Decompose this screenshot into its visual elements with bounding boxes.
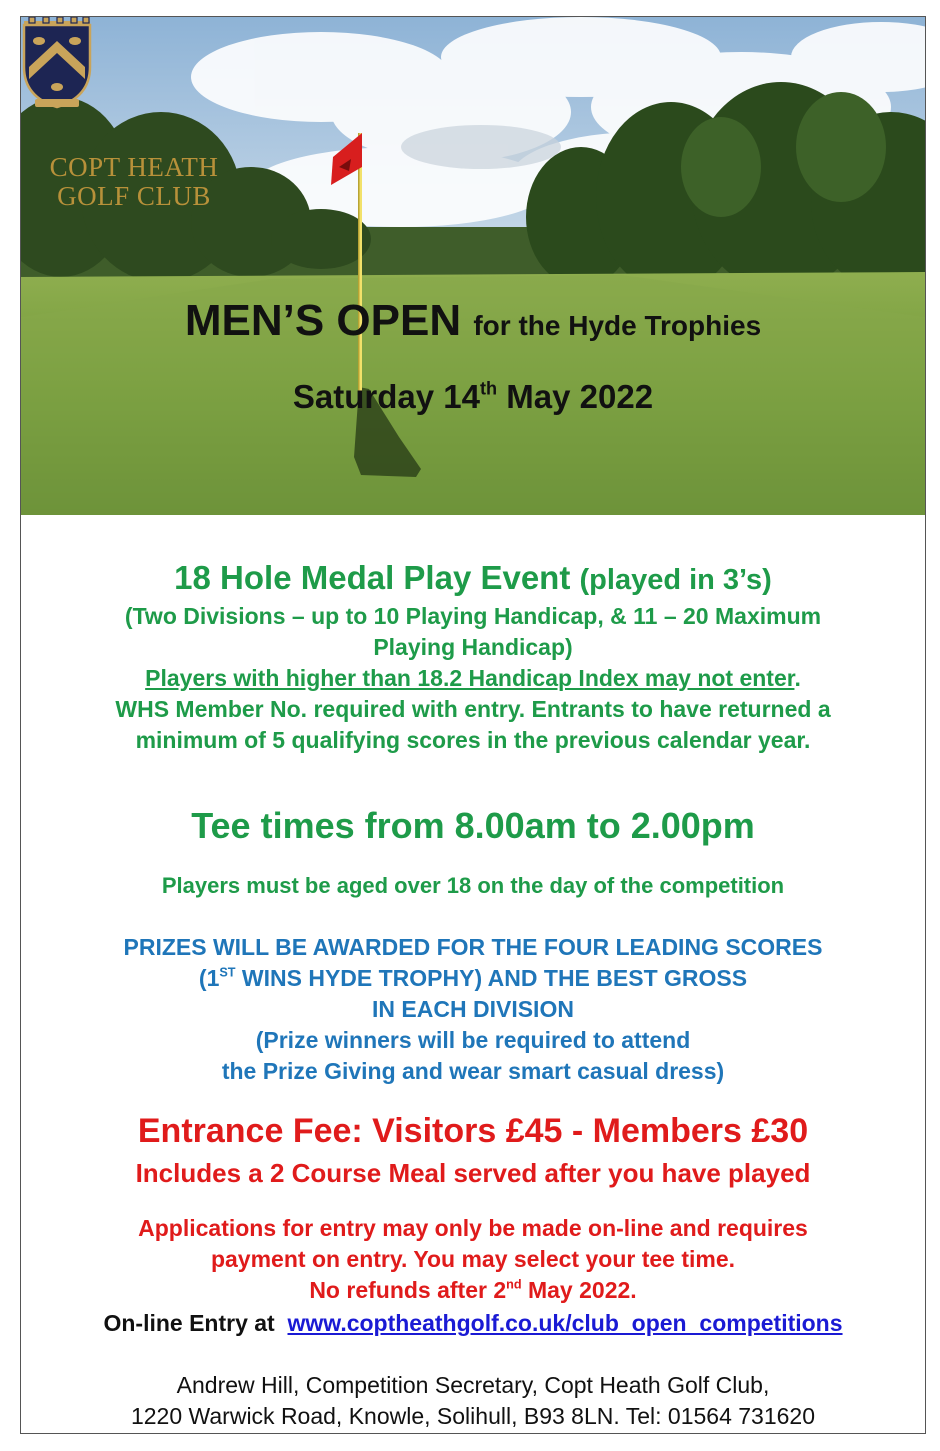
age-rule: Players must be aged over 18 on the day of the competition bbox=[161, 873, 785, 898]
divisions-line-2: Playing Handicap) bbox=[373, 634, 573, 660]
whs-line-1: WHS Member No. required with entry. Entrants to have returned a bbox=[115, 696, 831, 722]
applications-text bbox=[21, 1213, 925, 1306]
event-format-sub: (played in 3’s) bbox=[579, 564, 772, 596]
prizes-line-2-post: WINS HYDE TROPHY) AND THE BEST GROSS bbox=[235, 965, 748, 991]
prizes-line-3: IN EACH DIVISION bbox=[372, 996, 574, 1022]
meal-info: Includes a 2 Course Meal served after you have played bbox=[135, 1158, 811, 1188]
handicap-restriction-text: Players with higher than 18.2 Handicap Index may not enter bbox=[145, 665, 795, 691]
applications-line-1: Applications for entry may only be made on-line and requires bbox=[138, 1215, 808, 1241]
online-entry bbox=[21, 1308, 925, 1339]
handicap-restriction-end: . bbox=[794, 665, 801, 691]
club-crest-icon bbox=[21, 17, 93, 109]
entrance-fee: Entrance Fee: Visitors £45 - Members £30 bbox=[137, 1112, 809, 1150]
event-date-day: Saturday 14 bbox=[292, 378, 480, 415]
prizes-line-1: PRIZES WILL BE AWARDED FOR THE FOUR LEADING SCORES bbox=[123, 934, 823, 960]
tee-times: Tee times from 8.00am to 2.00pm bbox=[191, 805, 755, 846]
online-entry-link[interactable]: www.coptheathgolf.co.uk/club_open_competitions bbox=[287, 1310, 843, 1336]
event-format-main: 18 Hole Medal Play Event bbox=[174, 559, 571, 596]
prizes-line-2-sup: ST bbox=[219, 965, 236, 980]
club-name-line2: GOLF CLUB bbox=[57, 181, 211, 211]
club-name bbox=[39, 153, 229, 211]
refund-policy-pre: No refunds after 2 bbox=[309, 1277, 507, 1303]
contact-line-1: Andrew Hill, Competition Secretary, Copt Heath Golf Club, bbox=[176, 1372, 770, 1398]
event-date bbox=[21, 375, 925, 419]
divisions-line-1: (Two Divisions – up to 10 Playing Handicap, & 11 – 20 Maximum bbox=[124, 603, 822, 629]
whs-line-2: minimum of 5 qualifying scores in the previous calendar year. bbox=[135, 727, 811, 753]
poster bbox=[20, 16, 926, 1434]
refund-policy-sup: nd bbox=[506, 1277, 522, 1292]
event-date-month-year: May 2022 bbox=[497, 378, 654, 415]
prizes-line-4: (Prize winners will be required to attend bbox=[255, 1027, 691, 1053]
prizes-line-5: the Prize Giving and wear smart casual dress) bbox=[221, 1058, 725, 1084]
event-title-main: MEN’S OPEN bbox=[184, 296, 462, 345]
applications-line-2: payment on entry. You may select your tee time. bbox=[210, 1246, 736, 1272]
golf-course-photo bbox=[21, 17, 925, 515]
contact-info bbox=[21, 1370, 925, 1432]
event-title bbox=[21, 295, 925, 352]
prizes-text bbox=[21, 932, 925, 1087]
prizes-line-2-pre: (1 bbox=[198, 965, 220, 991]
event-format-heading bbox=[21, 559, 925, 599]
event-title-sub: for the Hyde Trophies bbox=[473, 310, 762, 341]
event-date-ordinal: th bbox=[480, 378, 498, 399]
club-name-line1: COPT HEATH bbox=[49, 152, 219, 182]
prizes-line-2 bbox=[21, 963, 925, 994]
online-entry-label: On-line Entry at bbox=[103, 1310, 275, 1336]
refund-policy-post: May 2022. bbox=[521, 1277, 637, 1303]
refund-policy bbox=[21, 1275, 925, 1306]
hero-banner bbox=[21, 17, 925, 515]
contact-line-2: 1220 Warwick Road, Knowle, Solihull, B93 8LN. Tel: 01564 731620 bbox=[130, 1403, 816, 1429]
handicap-restriction bbox=[21, 663, 925, 694]
divisions-text bbox=[21, 601, 925, 756]
